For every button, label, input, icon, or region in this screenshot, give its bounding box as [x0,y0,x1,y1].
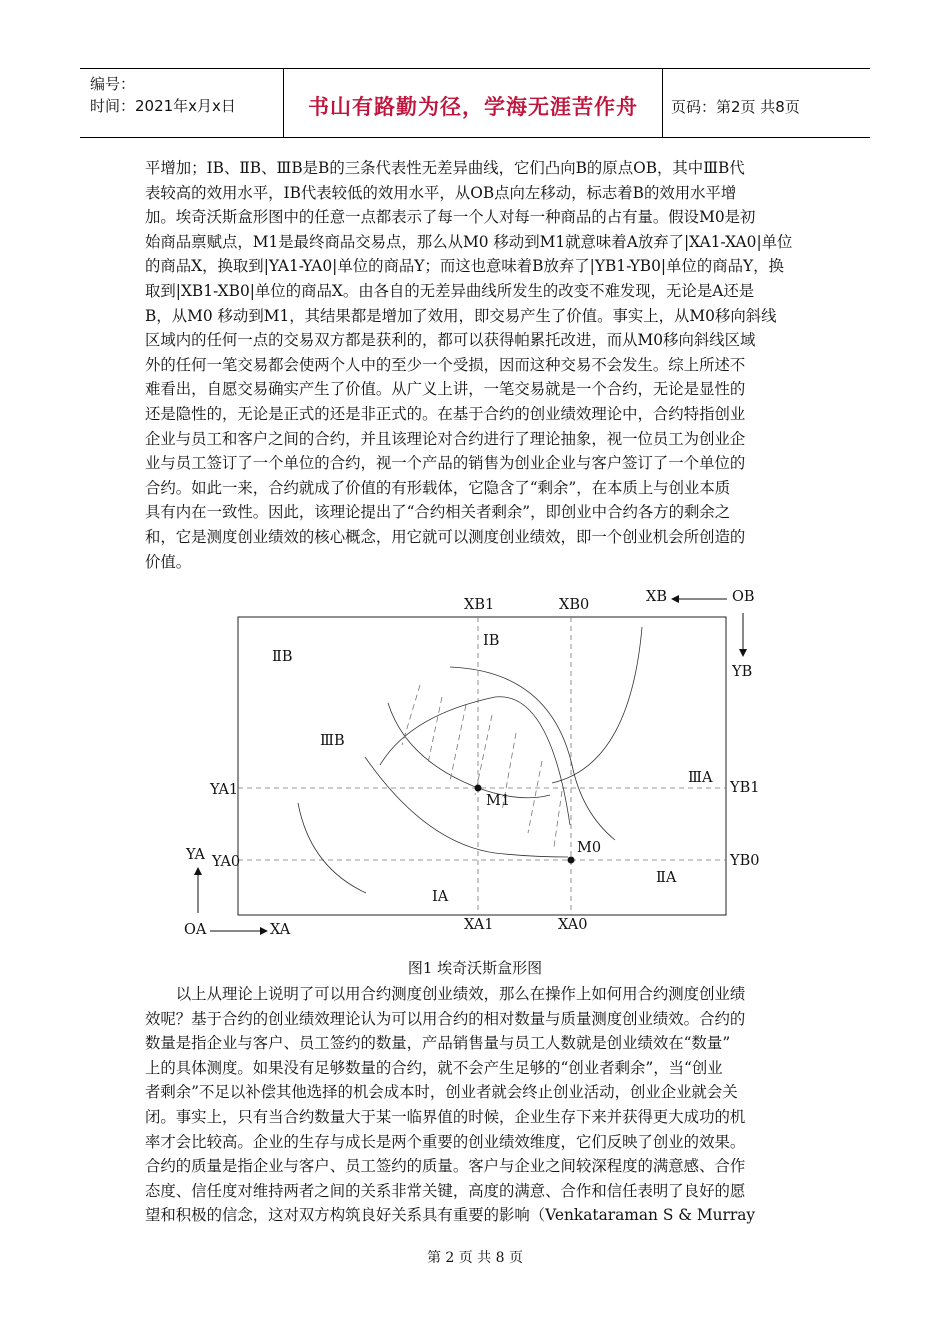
label-iib: ⅡB [272,649,293,665]
text-line: 企业与员工和客户之间的合约，并且该理论对合约进行了理论抽象，视一位员工为创业企 [145,429,746,448]
label-iiib: ⅢB [320,733,345,749]
motto: 书山有路勤为径，学海无涯苦作舟 [308,95,638,119]
label-iia: ⅡA [656,870,677,886]
text-line: 的商品X，换取到|YA1-YA0|单位的商品Y；而这也意味着B放弃了|YB1-YB0|单位的商品Y，换 [145,257,784,276]
page-footer: 第 2 页 共 8 页 [426,1250,524,1266]
text-line: 始商品禀赋点，M1是最终商品交易点，那么从M0 移动到M1就意味着A放弃了|XA1-XA0|单位 [145,232,793,251]
label-ob: OB [732,589,755,605]
page-label: 页码：第2页 共8页 [671,98,800,116]
label-iiia: ⅢA [688,770,713,786]
indifference-curve-iiia [388,703,550,798]
header-motto-cell [284,69,663,137]
date-label: 时间：2021年x月x日 [90,97,236,115]
page-header [80,68,870,138]
text-line: 率才会比较高。企业的生存与成长是两个重要的创业绩效维度，它们反映了创业的效果。 [145,1132,746,1151]
label-ya: YA [186,847,205,863]
text-line: 合约的质量是指企业与客户、员工签约的质量。客户与企业之间较深程度的满意感、合作 [145,1157,746,1176]
text-line: 取到|XB1-XB0|单位的商品X。由各自的无差异曲线所发生的改变不难发现，无论是A还是 [145,281,755,300]
point-m0 [568,857,575,864]
label-ya1: YA1 [210,782,239,798]
text-line: 效呢？基于合约的创业绩效理论认为可以用合约的相对数量与质量测度创业绩效。合约的 [145,1009,746,1028]
text-line: 外的任何一笔交易都会使两个人中的至少一个受损，因而这种交易不会发生。综上所述不 [145,355,746,374]
label-ib: IB [483,633,500,649]
text-line: 加。埃奇沃斯盒形图中的任意一点都表示了每一个人对每一种商品的占有量。假设M0是初 [145,208,756,227]
box-frame [238,617,726,915]
label-ya0: YA0 [212,854,241,870]
label-m0: M0 [577,840,602,856]
text-line: 以上从理论上说明了可以用合约测度创业绩效，那么在操作上如何用合约测度创业绩 [145,985,746,1003]
text-line: B，从M0 移动到M1，其结果都是增加了效用，即交易产生了价值。事实上，从M0移向斜线 [145,306,777,325]
text-line: 表较高的效用水平，ⅠB代表较低的效用水平，从OB点向左移动，标志着B的效用水平增 [145,183,737,202]
indifference-curve-ia [298,803,366,893]
text-line: 上的具体测度。如果没有足够数量的合约，就不会产生足够的“创业者剩余”，当“创业 [145,1058,723,1077]
paragraph-2 [145,982,807,1228]
label-xa0: XA0 [558,917,588,933]
header-page-cell [663,69,870,137]
header-meta-cell [80,69,284,137]
number-label: 编号： [90,75,136,93]
label-yb1: YB1 [730,780,760,796]
text-line: 数量是指企业与客户、员工签约的数量，产品销售量与员工人数就是创业绩效在“数量” [145,1034,731,1053]
label-xb: XB [646,589,667,605]
indifference-curve-ib [450,667,615,840]
text-line: 闭。事实上，只有当合约数量大于某一临界值的时候，企业生存下来并获得更大成功的机 [145,1107,746,1126]
text-line: 价值。 [145,552,192,571]
indifference-curve-iia [365,757,568,857]
text-line: 平增加；ⅠB、ⅡB、ⅢB是B的三条代表性无差异曲线，它们凸向B的原点OB，其中ⅢB代 [145,159,745,177]
label-yb0: YB0 [730,853,760,869]
text-line: 合约。如此一来，合约就成了价值的有形载体，它隐含了“剩余”，在本质上与创业本质 [145,478,731,497]
label-xa: XA [270,922,291,938]
edgeworth-box-figure [170,585,790,950]
text-line: 难看出，自愿交易确实产生了价值。从广义上讲，一笔交易就是一个合约，无论是显性的 [145,380,746,399]
indifference-curve-iiib [380,697,570,825]
label-m1: M1 [486,793,511,809]
text-line: 者剩余”不足以补偿其他选择的机会成本时，创业者就会终止创业活动，创业企业就会关 [145,1083,738,1102]
label-xb1: XB1 [464,597,495,613]
label-xb0: XB0 [559,597,590,613]
text-line: 区域内的任何一点的交易双方都是获利的，都可以获得帕累托改进，而从M0移向斜线区域 [145,331,756,350]
point-m1 [475,785,482,792]
label-yb: YB [732,664,753,680]
text-line: 和，它是测度创业绩效的核心概念，用它就可以测度创业绩效，即一个创业机会所创造的 [145,527,746,546]
text-line: 业与员工签订了一个单位的合约，视一个产品的销售为创业企业与客户签订了一个单位的 [145,454,746,473]
label-xa1: XA1 [464,917,494,933]
figure-caption: 图1 埃奇沃斯盒形图 [407,959,543,977]
paragraph-1 [145,156,807,574]
text-line: 态度、信任度对维持两者之间的关系非常关键，高度的满意、合作和信任表明了良好的愿 [145,1181,746,1200]
text-line: 具有内在一致性。因此，该理论提出了“合约相关者剩余”，即创业中合约各方的剩余之 [145,503,731,522]
text-line: 还是隐性的，无论是正式的还是非正式的。在基于合约的创业绩效理论中，合约特指创业 [145,404,746,423]
label-oa: OA [184,922,207,938]
label-ia: IA [432,889,449,905]
text-line: 望和积极的信念，这对双方构筑良好关系具有重要的影响（Venkataraman S & Murray [145,1206,756,1225]
indifference-curve-iib [552,627,642,783]
